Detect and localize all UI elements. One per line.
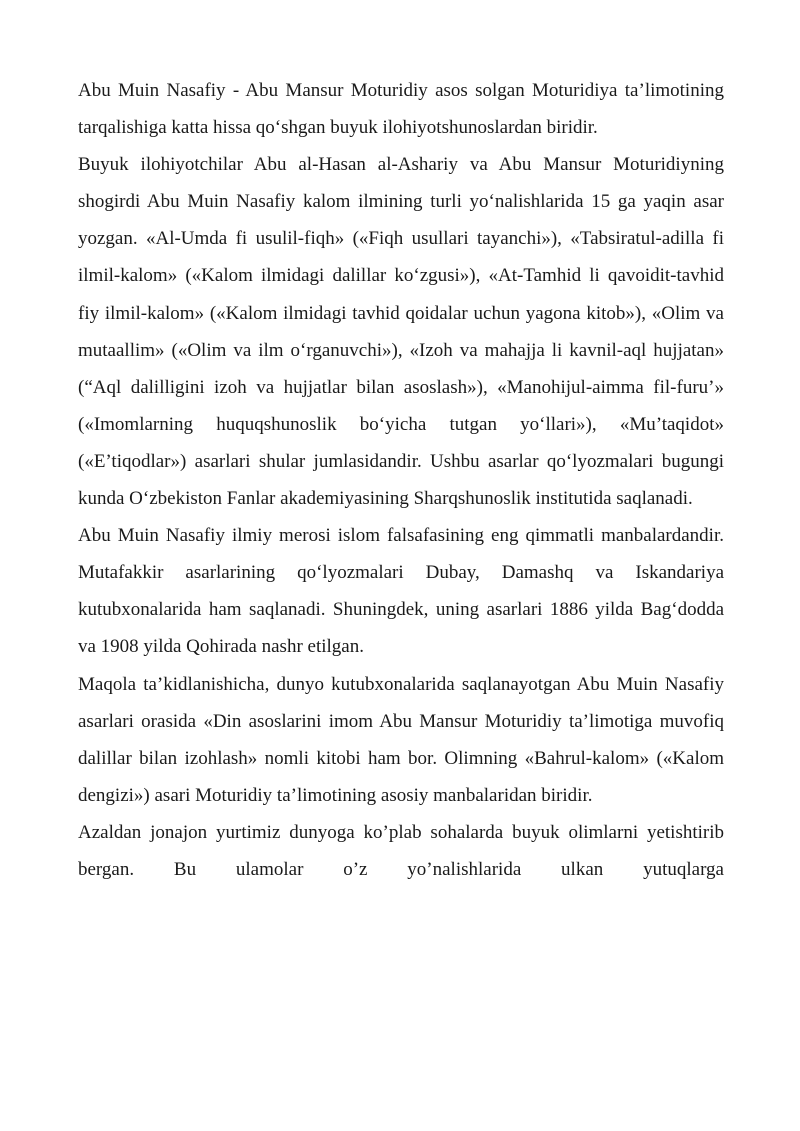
paragraph-5: Azaldan jonajon yurtimiz dunyoga ko’plab sohalarda buyuk olimlarni yetishtirib bergan. Bu ulamolar o’z yo’nalishlarida ulkan yutuqlarga xyxy=(78,821,724,880)
paragraph-3: Abu Muin Nasafiy ilmiy merosi islom falsafasining eng qimmatli manbalardandir. Mutafakkir asarlarining qo‘lyozmalari Dubay, Damashq va Iskandariya kutubxonalarida ham saqlanadi. Shuningdek, uning asarlari 1886 yilda Bag‘dodda va 1908 yilda Qohirada nashr etilgan. xyxy=(78,525,724,658)
paragraph-2: Buyuk ilohiyotchilar Abu al-Hasan al-Ashariy va Abu Mansur Moturidiyning shogirdi Abu Muin Nasafiy kalom ilmining turli yo‘nalishlarida 15 ga yaqin asar yozgan. «Al-Umda fi usulil-fiqh» («Fiqh usullari tayanchi»), «Tabsiratul-adilla fi ilmil-kalom» («Kalom ilmidagi dalillar ko‘zgusi»), «At-Tamhid li qavoidit-tavhid fiy ilmil-kalom» («Kalom ilmidagi tavhid qoidalar uchun yagona kitob»), «Olim va mutaallim» («Olim va ilm o‘rganuvchi»), «Izoh va mahajja li kavnil-aql hujjatan» (“Aql dalilligini izoh va hujjatlar bilan asoslash»), «Manohijul-aimma fil-furu’» («Imomlarning huquqshunoslik bo‘yicha tutgan yo‘llari»), «Mu’taqidot» («E’tiqodlar») asarlari shular jumlasidandir. Ushbu asarlar qo‘lyozmalari bugungi kunda O‘zbekiston Fanlar akademiyasining Sharqshunoslik institutida saqlanadi. xyxy=(78,154,724,510)
document-page xyxy=(78,72,724,888)
paragraph-1: Abu Muin Nasafiy - Abu Mansur Moturidiy asos solgan Moturidiya ta’limotining tarqalishiga katta hissa qo‘shgan buyuk ilohiyotshunoslardan biridir. xyxy=(78,80,724,139)
paragraph-4: Maqola ta’kidlanishicha, dunyo kutubxonalarida saqlanayotgan Abu Muin Nasafiy asarlari orasida «Din asoslarini imom Abu Mansur Moturidiy ta’limotiga muvofiq dalillar bilan izohlash» nomli kitobi ham bor. Olimning «Bahrul-kalom» («Kalom dengizi») asari Moturidiy ta’limotining asosiy manbalaridan biridir. xyxy=(78,673,724,806)
